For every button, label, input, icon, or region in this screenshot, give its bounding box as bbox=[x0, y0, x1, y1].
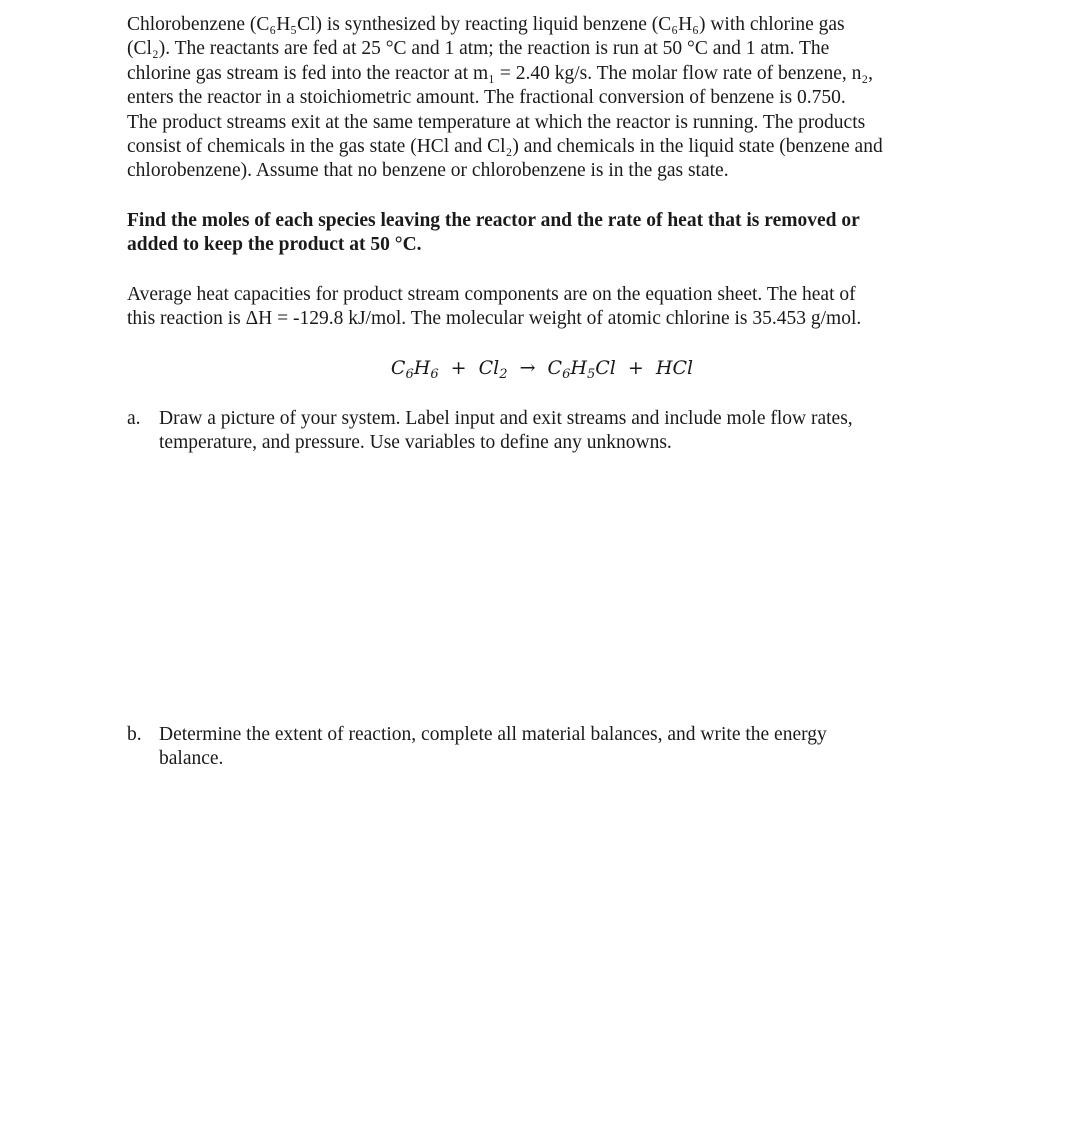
part-a-answer-space bbox=[159, 459, 919, 709]
part-b bbox=[127, 723, 919, 772]
part-a-text: Draw a picture of your system. Label input and exit streams and include mole flow rates, temperature, and pressure. Use variables to define any unknowns. bbox=[159, 408, 853, 454]
reaction-arrow-icon: → bbox=[519, 357, 536, 379]
part-a-letter: a. bbox=[127, 408, 141, 429]
given-data: Average heat capacities for product stream components are on the equation sheet. The heat of this reaction is ΔH = -129.8 kJ/mol. The molecular weight of atomic chlorine is 35.453 g/mol. bbox=[127, 284, 862, 330]
problem-statement: Chlorobenzene (C₆H₅Cl) is synthesized by reacting liquid benzene (C₆H₆) with chlorine gas (Cl₂). The reactants are fed at 25 °C and 1 atm; the reaction is run at 50 °C and 1 atm. The chlorine gas stream is fed into the reactor at m₁ = 2.40 kg/s. The molar flow rate of benzene, n₂, enters the reactor in a stoichiometric amount. The fractional conversion of benzene is 0.750. The product streams exit at the same temperature at which the reactor is running. The products consist of chemicals in the gas state (HCl and Cl₂) and chemicals in the liquid state (benzene and chlorobenzene). Assume that no benzene or chlorobenzene is in the gas state. bbox=[127, 14, 883, 182]
equation-plus: + bbox=[627, 357, 644, 379]
problem-page bbox=[127, 13, 957, 770]
reaction-equation bbox=[127, 356, 957, 387]
problem-task: Find the moles of each species leaving the reactor and the rate of heat that is removed or added to keep the product at 50 °C. bbox=[127, 210, 860, 256]
equation-plus: + bbox=[450, 357, 467, 379]
equation-hcl: HCl bbox=[655, 357, 694, 379]
part-a bbox=[127, 407, 919, 456]
part-b-letter: b. bbox=[127, 724, 142, 745]
part-b-answer-space bbox=[159, 779, 919, 1109]
equation-chlorine: $Cl_2$ bbox=[478, 357, 508, 382]
equation-chlorobenzene: $C_6H_5Cl$ bbox=[547, 357, 616, 382]
part-b-text: Determine the extent of reaction, complete all material balances, and write the energy balance. bbox=[159, 724, 827, 770]
equation-benzene: $C_6H_6$ bbox=[390, 357, 439, 382]
